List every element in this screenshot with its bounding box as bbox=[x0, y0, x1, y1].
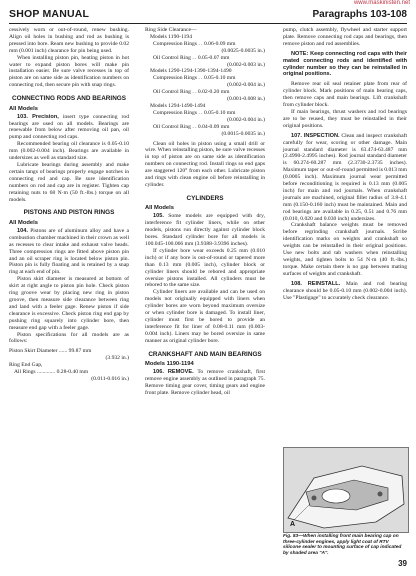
paragraph-103 bbox=[9, 114, 129, 142]
paragraph: Crankshaft balance weights must be removed before regrinding crankshaft journals. Scribe identification marks on weights and crankshaft so weights can be reinstalled in their original positions. Use new bolts and tab washers when reinstalling weights, and tighten bolts to 54 N·m (40 ft.-lbs.) torque. Make certain there is no gap between mating surfaces of weights and crankshaft. bbox=[283, 222, 407, 277]
column-middle bbox=[145, 27, 265, 397]
paragraph-105 bbox=[145, 213, 265, 248]
paragraph: Piston skirt diameter is measured at bottom of skirt at right angle to piston pin hole. Check piston ring groove wear by placing new ring in piston groove, then measure side clearance between ring and land with a feeler gage. Renew piston if side clearance is excessive. Check piston ring end gap by pushing ring squarely into cylinder bore, then measure end gap with a feeler gage. bbox=[9, 276, 129, 331]
paragraph-key: 108. REINSTALL. bbox=[291, 280, 341, 287]
note: NOTE: Keep connecting rod caps with their mated connecting rods and identified with cylinder number so they can be reinstalled in original positions. bbox=[283, 50, 407, 78]
spec-line: Oil Control Ring . . 0.02-0.20 mm bbox=[153, 89, 230, 96]
page-header bbox=[9, 8, 407, 24]
paragraph: When installing piston pin, heating piston in hot water to expand piston bores will make pin installation easier. Be sure valve recesses in top of piston are on same side as identification numbers on connecting rod, then secure pin with snap rings. bbox=[9, 54, 129, 89]
paragraph: Recommended bearing oil clearance is 0.05-0.10 mm (0.002-0.004 inch). Bearings are available in undersizes as well as standard size. bbox=[9, 141, 129, 162]
page-number: 39 bbox=[398, 559, 407, 568]
spec-value: (0.002-0.003 in.) bbox=[227, 61, 265, 68]
section-heading: CYLINDERS bbox=[186, 194, 224, 202]
paragraph-key: 106. REMOVE. bbox=[153, 369, 194, 376]
spec-value: (0.0015-0.0035 in.) bbox=[221, 130, 265, 137]
paragraph-text: To remove crankshaft, first remove engine assembly as outlined in paragraph 75. Remove timing gear cover, timing gears and engine front plate. Remove cylinder head, oil bbox=[145, 369, 265, 396]
spec-value: (0.001-0.008 in.) bbox=[227, 96, 265, 103]
figure-caption: Fig. 83—When installing front main bearing cap on three-cylinder engines, apply light coat of RTV silicone sealer to mounting surface of cap indicated by shaded area "A". bbox=[283, 534, 402, 556]
section-heading: PISTONS AND PISTON RINGS bbox=[23, 209, 115, 217]
paragraph: Remove rear oil seal retainer plate from rear of cylinder block. Mark positions of main bearing caps, then remove caps and main bearings. Lift crankshaft from cylinder block. bbox=[283, 81, 407, 109]
header-rule bbox=[9, 23, 407, 24]
paragraph: pump, clutch assembly, flywheel and starter support plate. Remove connecting rod caps and bearings, then remove piston and rod assemblies. bbox=[283, 27, 407, 47]
paragraph-text: Some models are equipped with dry, interference fit cylinder liners, while on other models, pistons run directly against cylinder block bores. Standard cylinder bore for all models is 100.045-100.066 mm (3.9388-3.9396 inches). bbox=[145, 213, 265, 247]
spec-line: Models 1290-1294-1390-1394-1490 bbox=[150, 68, 232, 75]
figure-label-a: A bbox=[290, 521, 296, 528]
paragraph: If cylinder bore wear exceeds 0.25 mm (0.010 inch) or if any bore is out-of-round or tapered more than 0.13 mm (0.005 inch), cylinder block or cylinder liners should be rebored and appropriate oversize pistons installed. All cylinders must be rebored to the same size. bbox=[145, 247, 265, 289]
spec-line: Oil Control Ring . . 0.05-0.07 mm bbox=[153, 54, 230, 61]
paragraph-text: Main and rod bearing clearance should be 0.05-0.10 mm (0.002-0.004 inch). Use "Plastigage" to accurately check clearance. bbox=[283, 280, 407, 301]
paragraph: Lubricate bearings during assembly and make certain tangs of bearings properly engage notches in connecting rod and cap. Be sure identification numbers on rod and cap are in register. Tighten cap retaining nuts to 68 N·m (50 ft.-lbs.) torque on all models. bbox=[9, 162, 129, 203]
subheading: All Models bbox=[9, 105, 38, 112]
spec-line: Piston Skirt Diameter ...... 99.87 mm bbox=[9, 348, 92, 355]
paragraph: cessively worn or out-of-round, renew bushing. Align oil holes in bushing and rod as bushing is pressed into bore. Ream new bushing to provide 0.02 mm (0.001 inch) clearance for pin being used. bbox=[9, 27, 129, 54]
spec-line: Compression Rings . . 0.06-0.09 mm bbox=[153, 40, 236, 47]
spec-list bbox=[9, 348, 129, 383]
paragraph: Clean oil holes in piston using a small drill or wire. When reinstalling piston, be sure valve recesses in top of piston are on same side as identification numbers on connecting rod. Install rings so end gaps are staggered 120° from each other. Lubricate piston and rings with clean engine oil before reinstalling in cylinder. bbox=[145, 140, 265, 188]
spec-list bbox=[145, 27, 265, 138]
paragraph-key: 104. bbox=[17, 227, 28, 234]
figure-83 bbox=[283, 447, 409, 533]
paragraph-key: 103. Precision, bbox=[17, 113, 59, 120]
spec-line: Models 1294-1490-1494 bbox=[150, 102, 206, 109]
paragraph-text: Pistons are of aluminum alloy and have a combustion chamber machined in their crown as well as recesses to clear intake and exhaust valve heads. Three compression rings are fitted above piston pin and an oil scraper ring is located below piston pin. Piston pin is fully floating and is retained by a snap ring at each end of pin. bbox=[9, 227, 129, 276]
manual-title: SHOP MANUAL bbox=[9, 8, 90, 20]
section-heading: CRANKSHAFT AND MAIN BEARINGS bbox=[148, 350, 262, 358]
spec-line: Ring End Gap, bbox=[9, 362, 43, 369]
spec-line: Ring Side Clearance— bbox=[145, 27, 197, 33]
spec-line: All Rings ............. 0.28-0.40 mm bbox=[14, 369, 89, 376]
column-right bbox=[283, 27, 407, 301]
watermark: www.maskinisten.net bbox=[353, 0, 410, 6]
spec-value: (0.011-0.016 in.) bbox=[91, 375, 129, 382]
paragraph-key: 107. INSPECTION. bbox=[291, 132, 340, 139]
spec-line: Models 1190-1194 bbox=[150, 33, 193, 40]
paragraph-106 bbox=[145, 369, 265, 397]
spec-line: Compression Rings . . 0.05-0.10 mm bbox=[153, 75, 236, 82]
column-left bbox=[9, 27, 129, 383]
spec-value: (0.0025-0.0035 in.) bbox=[221, 47, 265, 54]
subheading: All Models bbox=[145, 205, 174, 212]
paragraph-text: Clean and inspect crankshaft carefully for wear, scoring or other damage. Main journal standard diameter is 63.474-63.487 mm (2.4990-2.4995 inches). Rod journal standard diameter is 60.274-60.287 mm (2.3730-2.3735 inches). Maximum taper or out-of-round permitted is 0.013 mm (0.0005 inch). Maximum journal wear permitted before reconditioning is required is 0.13 mm (0.005 inch) for main and rod journals. When crankshaft journals are machined, original fillet radius of 3.8-4.1 mm (0.150-0.160 inch) must be maintained. Main and rod bearings are available in 0.25, 0.51 and 0.76 mm (0.010, 0.020 and 0.030 inch) undersizes. bbox=[283, 132, 407, 222]
subheading: Models 1190-1194 bbox=[145, 361, 194, 368]
spec-value: (3.932 in.) bbox=[105, 355, 129, 362]
paragraph-text: insert type connecting rod bearings are used on all models. Bearings are renewable from below after removing oil pan, oil pump and connecting rod caps. bbox=[9, 113, 129, 141]
spec-value: (0.002-0.004 in.) bbox=[227, 116, 265, 123]
paragraph: Cylinder liners are available and can be used on models not originally equipped with liners when cylinder bores are worn beyond maximum oversize or when cylinder bore is damaged. To install liner, cylinder must first be bored to provide an interference fit for liner of 0.08-0.11 mm (0.003-0.004 inch). Liners may be bored oversize in same manner as original cylinder bore. bbox=[145, 289, 265, 344]
spec-value: (0.002-0.004 in.) bbox=[227, 82, 265, 89]
section-heading: CONNECTING RODS AND BEARINGS bbox=[11, 95, 127, 103]
subheading: All Models bbox=[9, 220, 38, 227]
spec-line: Oil Control Ring . . 0.04-0.09 mm bbox=[153, 123, 230, 130]
paragraph-key: 105. bbox=[153, 213, 164, 220]
bearing-cap-illustration bbox=[284, 448, 408, 532]
paragraph: If main bearings, thrust washers and rod bearings are to be reused, they must be reinstalled in their original positions. bbox=[283, 108, 407, 129]
paragraph: Piston specifications for all models are as follows: bbox=[9, 331, 129, 345]
paragraph-108 bbox=[283, 281, 407, 302]
paragraph-range: Paragraphs 103-108 bbox=[312, 9, 407, 20]
paragraph-107 bbox=[283, 133, 407, 223]
spec-line: Compression Rings . . 0.05-0.10 mm bbox=[153, 109, 236, 116]
paragraph-104 bbox=[9, 228, 129, 276]
